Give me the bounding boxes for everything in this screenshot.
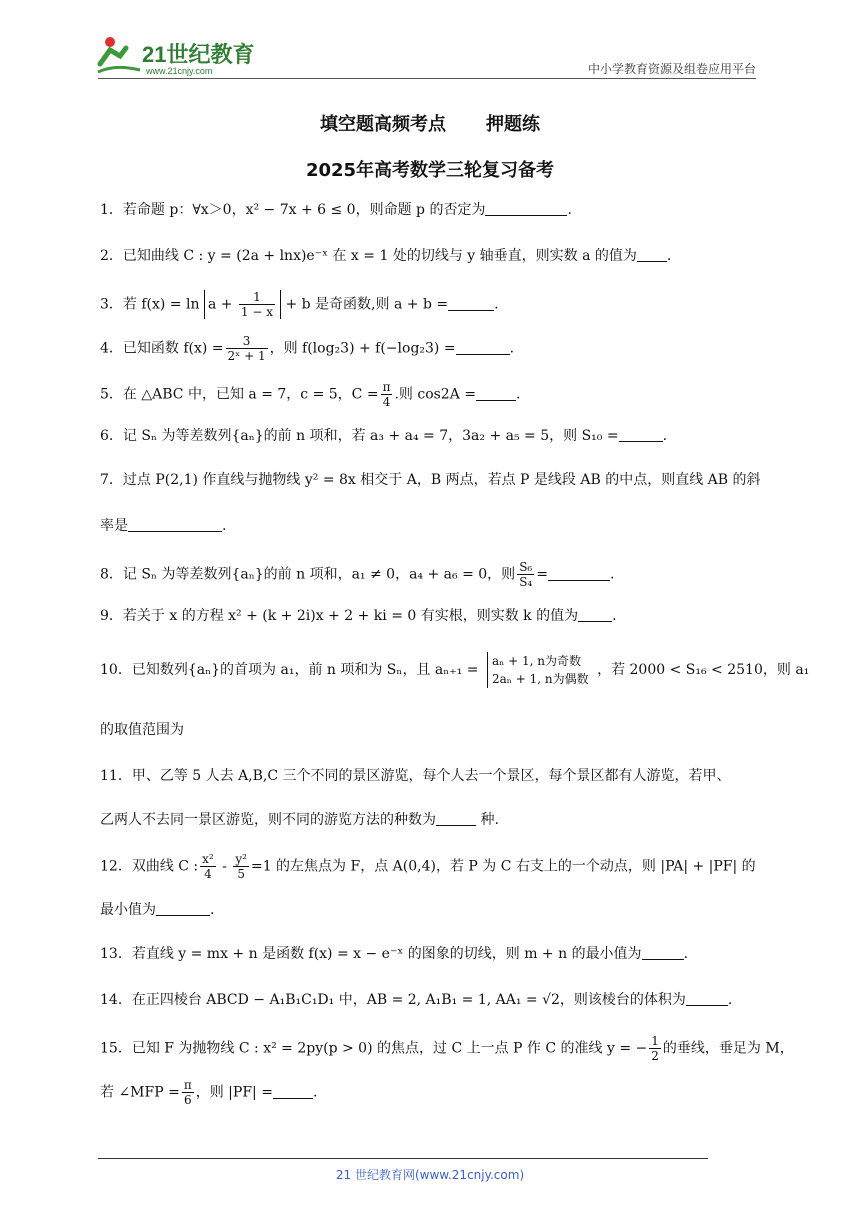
site-logo — [96, 34, 256, 78]
question-7: 7．过点 P(2,1) 作直线与抛物线 y² = 8x 相交于 A，B 两点，若点 P 是线段 AB 的中点，则直线 AB 的斜 — [100, 472, 761, 488]
answer-blank[interactable] — [436, 811, 476, 826]
question-11: 11．甲、乙等 5 人去 A,B,C 三个不同的景区游览，每个人去一个景区，每个景区都有人游览，若甲、 — [100, 768, 731, 784]
piecewise-brace: aₙ + 1, n为奇数 2aₙ + 1, n为偶数 — [487, 652, 589, 688]
question-8: 8．记 Sₙ 为等差数列{aₙ}的前 n 项和，a₁ ≠ 0，a₄ + a₆ = 0，则 $\frac{\text{S₆}}{\text{S₄}}$ = . — [100, 560, 615, 589]
question-14: 14．在正四棱台 ABCD − A₁B₁C₁D₁ 中，AB = 2, A₁B₁ = 1, AA₁ = √2，则该棱台的体积为 . — [100, 992, 733, 1008]
question-10: 10．已知数列{aₙ}的首项为 a₁，前 n 项和为 Sₙ，且 aₙ₊₁ = aₙ + 1, n为奇数 2aₙ + 1, n为偶数 ，若 2000 < S₁₆ < 2510，则 a₁ — [100, 654, 810, 686]
platform-name: 中小学教育资源及组卷应用平台 — [587, 62, 756, 76]
question-11-cont: 乙两人不去同一景区游览，则不同的游览方法的种数为 种. — [100, 812, 499, 828]
answer-blank[interactable] — [637, 247, 667, 262]
page-header — [0, 0, 860, 90]
question-13: 13．若直线 y = mx + n 是函数 f(x) = x − e⁻ˣ 的图象的切线，则 m + n 的最小值为 . — [100, 946, 689, 962]
answer-blank[interactable] — [485, 201, 567, 216]
answer-blank[interactable] — [548, 566, 610, 581]
question-10-cont: 的取值范围为 — [100, 722, 184, 738]
header-divider — [98, 78, 756, 79]
question-15: 15．已知 F 为抛物线 C : x² = 2py(p > 0) 的焦点，过 C 上一点 P 作 C 的准线 y = − $\frac{1}{2}$ 的垂线，垂足为 M， — [100, 1034, 794, 1063]
answer-blank[interactable] — [619, 427, 663, 442]
document-subtitle: 2025年高考数学三轮复习备考 — [305, 160, 555, 181]
answer-blank[interactable] — [448, 296, 494, 311]
question-7-cont: 率是 . — [100, 518, 227, 534]
document-title: 填空题高频考点 押题练 — [320, 114, 540, 135]
question-6: 6．记 Sₙ 为等差数列{aₙ}的前 n 项和，若 a₃ + a₄ = 7，3a₂ + a₅ = 5，则 S₁₀ = . — [100, 428, 668, 444]
question-2: 2．已知曲线 C : y = (2a + lnx)e⁻ˣ 在 x = 1 处的切线与 y 轴垂直，则实数 a 的值为 . — [100, 248, 672, 264]
question-1: 1．若命题 p：∀x＞0，x² − 7x + 6 ≤ 0，则命题 p 的否定为 . — [100, 202, 572, 218]
answer-blank[interactable] — [476, 386, 516, 401]
question-4: 4．已知函数 f(x) = $\frac{3}{\text{2ˣ + 1}}$ ，则 f(log₂3) + f(−log₂3) = . — [100, 334, 515, 363]
answer-blank[interactable] — [686, 991, 728, 1006]
footer-text[interactable]: 21 世纪教育网(www.21cnjy.com) — [335, 1168, 525, 1182]
footer-divider — [98, 1158, 708, 1159]
answer-blank[interactable] — [456, 340, 510, 355]
answer-blank[interactable] — [156, 901, 210, 916]
answer-blank[interactable] — [578, 607, 612, 622]
question-12-cont: 最小值为 . — [100, 902, 215, 918]
answer-blank[interactable] — [642, 945, 684, 960]
answer-blank[interactable] — [273, 1084, 313, 1099]
question-9: 9．若关于 x 的方程 x² + (k + 2i)x + 2 + ki = 0 有实根，则实数 k 的值为 . — [100, 608, 617, 624]
svg-text:www.21cnjy.com: www.21cnjy.com — [146, 66, 213, 76]
answer-blank[interactable] — [128, 517, 222, 532]
question-12: 12．双曲线 C : $\frac{\text{x²}}{4}$ - $\frac{\text{y²}}{5}$ =1 的左焦点为 F，点 A(0,4)，若 P 为 C 右支上的一个动点，则 |PA| + |PF| 的 — [100, 852, 756, 881]
question-5: 5．在 △ABC 中，已知 a = 7，c = 5，C = $\frac{\pi}{4}$ .则 cos2A = . — [100, 380, 521, 409]
question-3: 3．若 f(x) = ln a + $\frac{1}{1 - x}$ + b 是奇函数,则 a + b = . — [100, 290, 499, 319]
question-15-cont: 若 ∠MFP = $\frac{\pi}{6}$ ，则 |PF| = . — [100, 1078, 318, 1107]
svg-text:21世纪教育: 21世纪教育 — [142, 42, 255, 67]
